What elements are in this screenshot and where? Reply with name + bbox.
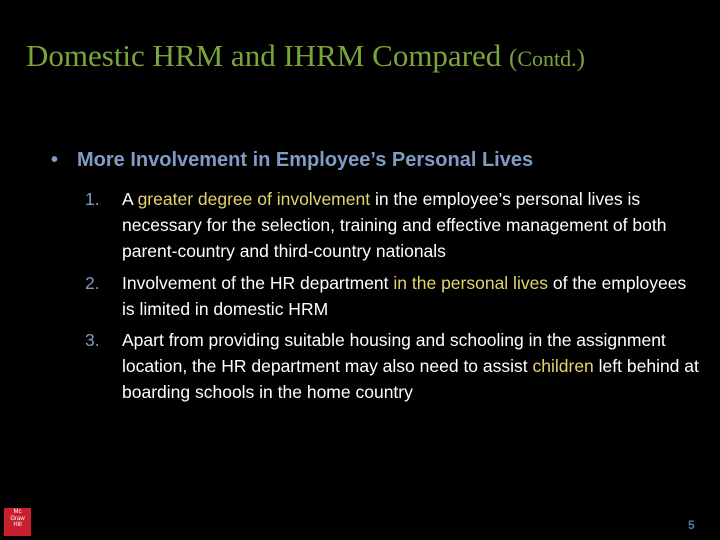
list-item-text: [122, 327, 702, 405]
mcgraw-hill-logo: [4, 508, 31, 536]
bullet-text: More Involvement in Employee’s Personal Lives: [77, 149, 534, 171]
text-plain: Apart from providing suitable housing and schooling in the assignment location, the HR department may also need to assist: [122, 330, 666, 376]
bullet-marker: •: [51, 149, 59, 171]
title-contd: Contd.: [517, 46, 577, 71]
text-plain: left behind at boarding schools in the home country: [122, 356, 699, 402]
text-plain: of the employees is limited in domestic HRM: [122, 273, 687, 319]
list-number: 3.: [85, 330, 100, 350]
title-paren-close: ): [576, 45, 585, 72]
list-item-text: [122, 186, 702, 264]
slide-title: [26, 38, 716, 74]
logo-text: Graw: [10, 515, 25, 522]
list-number: 2.: [85, 273, 100, 293]
highlighted-text: children: [532, 356, 594, 376]
highlighted-text: in the personal lives: [393, 273, 549, 293]
text-plain: A: [122, 189, 138, 209]
page-number: 5: [688, 518, 695, 532]
logo-text: Mc: [13, 509, 22, 515]
list-item-text: [122, 270, 702, 322]
list-number: 1.: [85, 189, 100, 209]
logo-text: Hill: [13, 522, 22, 528]
text-plain: Involvement of the HR department: [122, 273, 394, 293]
title-main: Domestic HRM and IHRM Compared: [26, 38, 510, 73]
highlighted-text: greater degree of involvement: [137, 189, 371, 209]
title-paren-open: (: [509, 45, 518, 72]
text-plain: in the employee’s personal lives is necessary for the selection, training and effective management of both parent-country and third-country nationals: [122, 189, 667, 261]
